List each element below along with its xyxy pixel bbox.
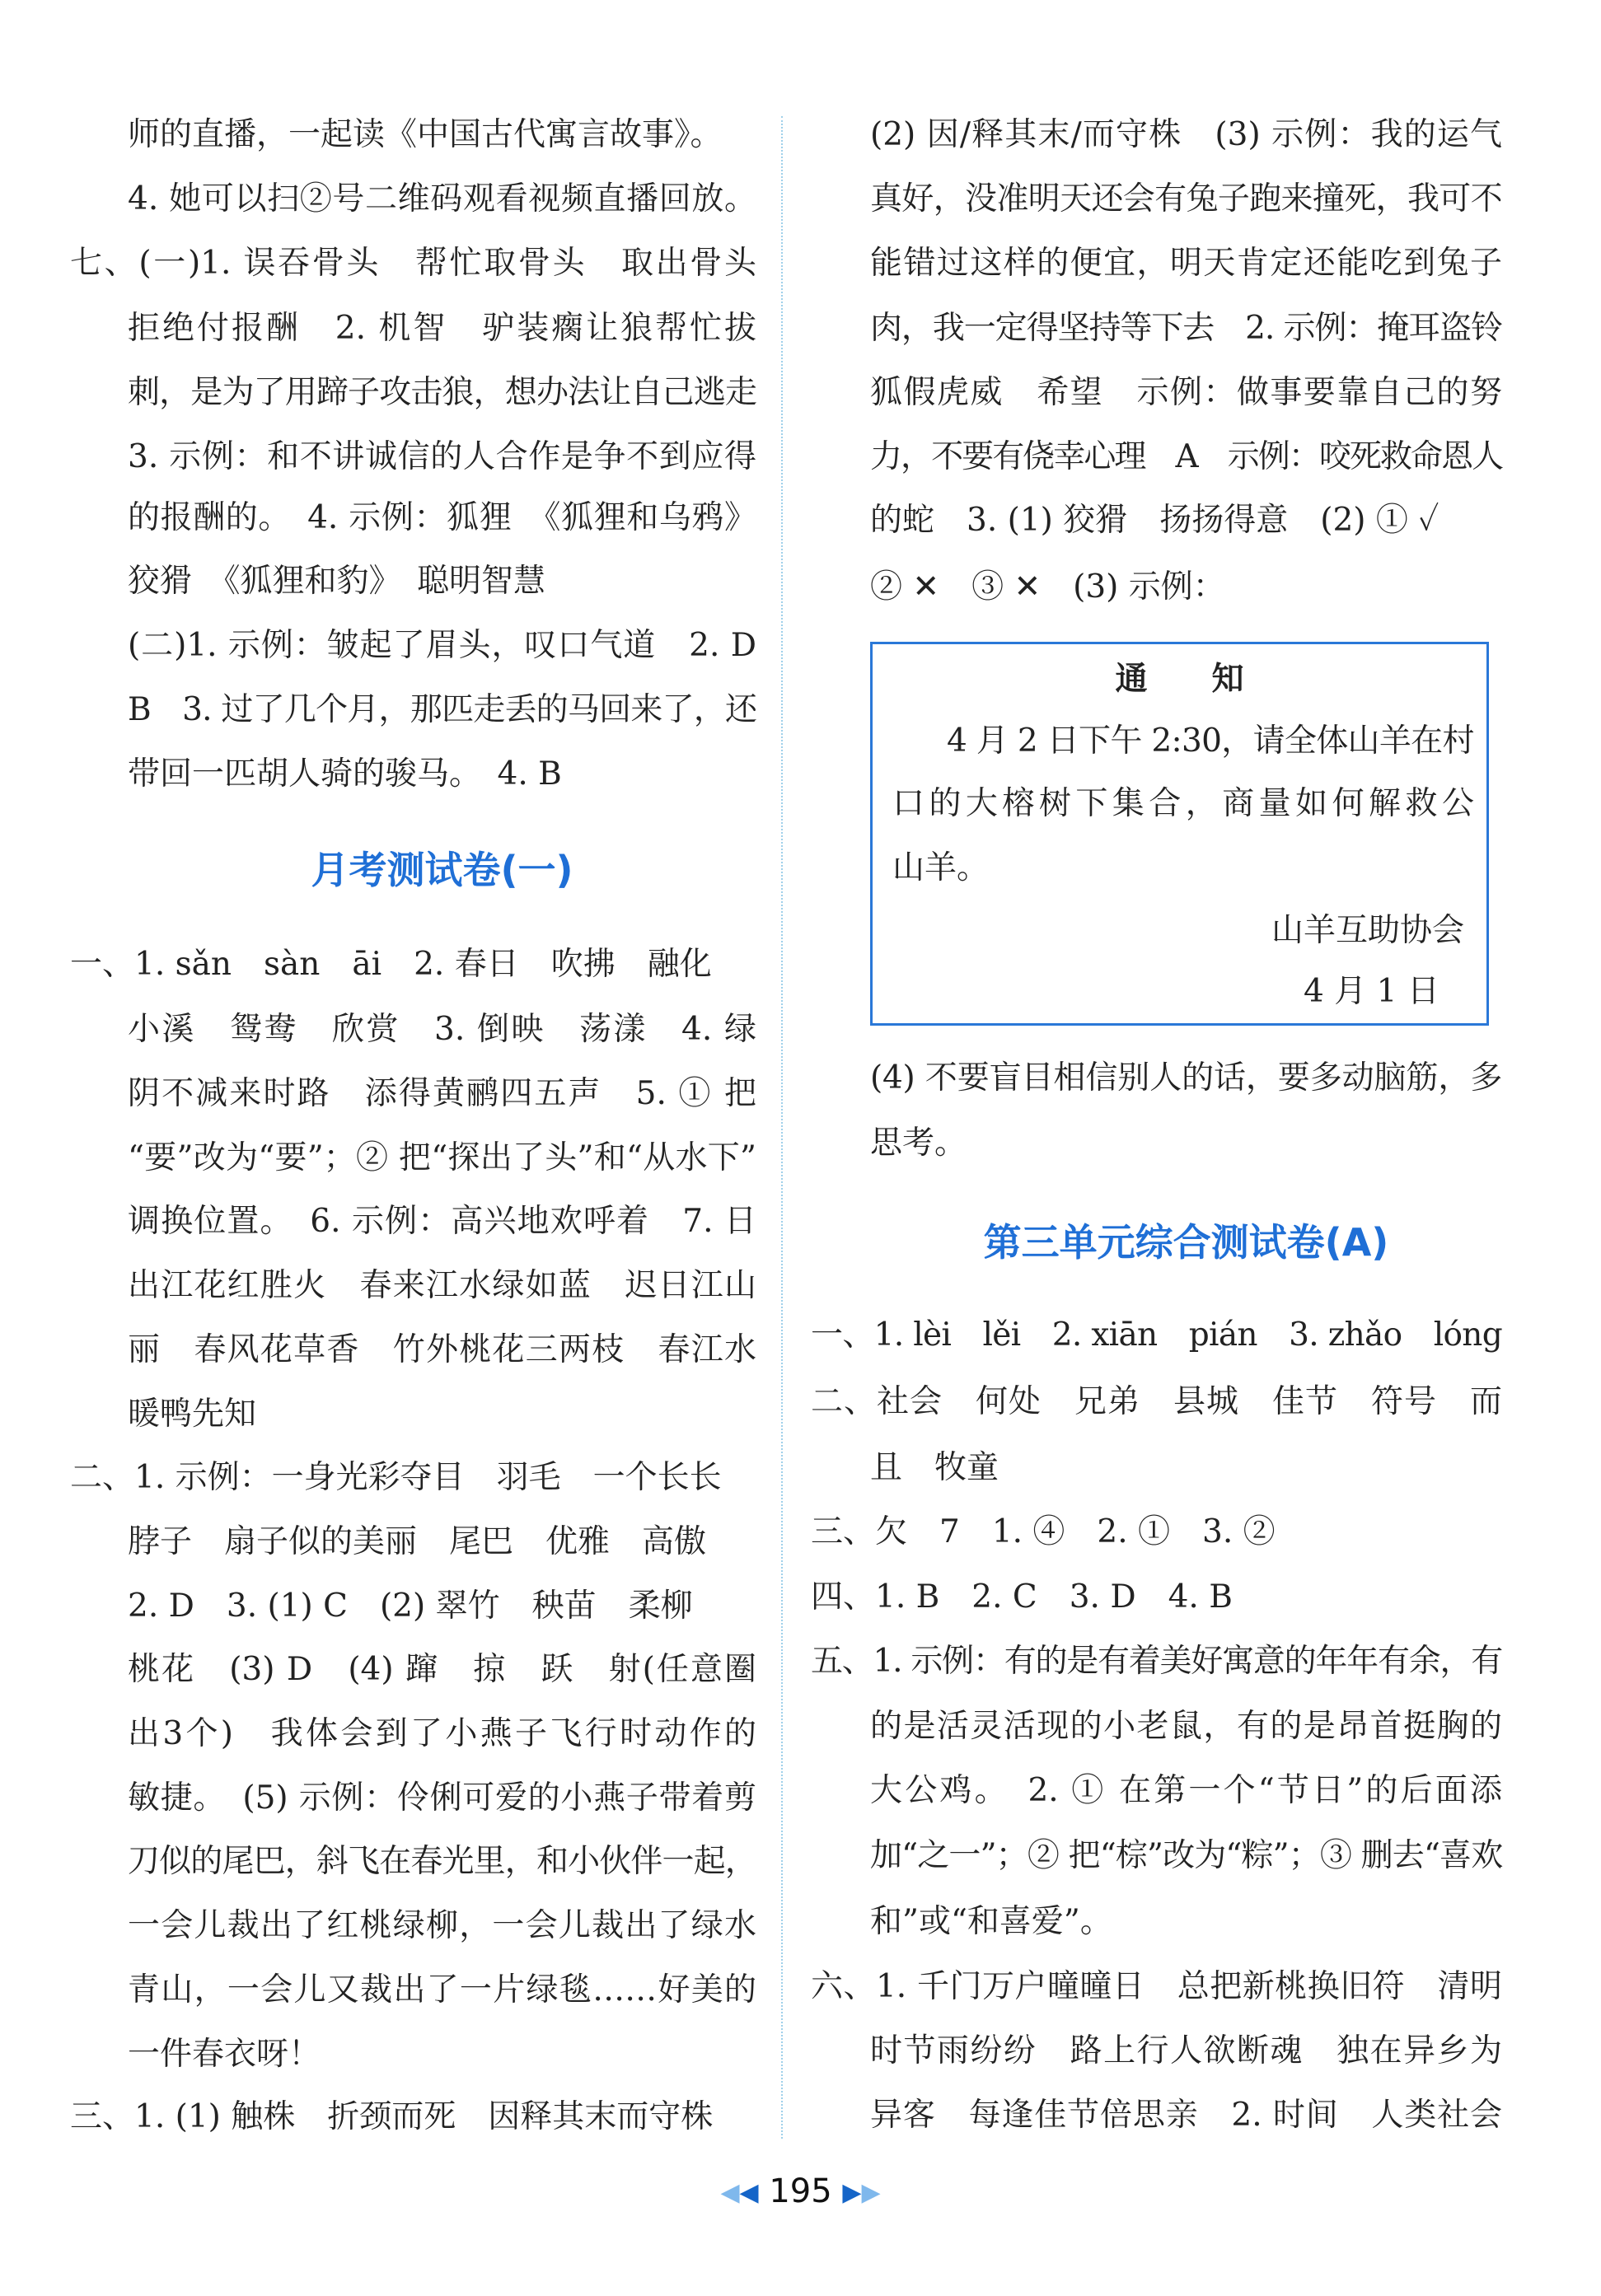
answer-line: 调换位置。 6. 示例：高兴地欢呼着 7. 日 (128, 1203, 756, 1240)
answer-line: 力，不要有侥幸心理 A 示例：咬死救命恩人 (870, 438, 1503, 475)
answer-line: (4) 不要盲目相信别人的话，要多动脑筋，多 (870, 1059, 1502, 1097)
answer-line: 的蛇 3. (1) 狡猾 扬扬得意 (2) ① ✓ (870, 502, 1439, 539)
answer-line: 二、1. 示例：一身光彩夺目 羽毛 一个长长 (70, 1459, 722, 1496)
answer-line: (二)1. 示例：皱起了眉头，叹口气道 2. D (128, 627, 756, 664)
answer-line: 一、1. lèi lěi 2. xiān pián 3. zhǎo lóng (811, 1316, 1502, 1354)
next-arrow-icon: ▶ (842, 2178, 862, 2207)
answer-line: 三、欠 7 1. ④ 2. ① 3. ② (811, 1513, 1276, 1550)
notice-date: 4 月 1 日 (1304, 973, 1439, 1010)
prev-arrow-icon: ◀ (739, 2178, 759, 2207)
answer-line: 2. D 3. (1) C (2) 翠竹 秧苗 柔柳 (128, 1588, 693, 1625)
answer-line: 肉，我一定得坚持等下去 2. 示例：掩耳盗铃 (870, 310, 1502, 347)
answer-line: 一件春衣呀！ (128, 2036, 321, 2073)
page-number: 195 (769, 2172, 832, 2210)
answer-line: 脖子 扇子似的美丽 尾巴 优雅 高傲 (128, 1523, 707, 1560)
answer-line: 五、1. 示例：有的是有着美好寓意的年年有余，有 (811, 1643, 1502, 1680)
answer-line: 大公鸡。 2. ① 在第一个“节日”的后面添 (870, 1772, 1502, 1809)
answer-line: 一、1. sǎn sàn āi 2. 春日 吹拂 融化 (70, 946, 712, 983)
next-arrow-icon: ▶ (861, 2178, 881, 2207)
answer-line: 拒绝付报酬 2. 机智 驴装瘸让狼帮忙拔 (128, 310, 756, 347)
answer-line: 四、1. B 2. C 3. D 4. B (811, 1578, 1233, 1616)
answer-line: 师的直播，一起读《中国古代寓言故事》。 (128, 116, 723, 153)
notice-title: 通 知 (1115, 660, 1244, 698)
notice-signature: 山羊互助协会 (1271, 912, 1465, 949)
answer-line: 青山，一会儿又裁出了一片绿毯……好美的 (128, 1971, 756, 2008)
answer-line: 狐假虎威 希望 示例：做事要靠自己的努 (870, 374, 1502, 411)
answer-line: ② ✕ ③ ✕ (3) 示例： (870, 568, 1225, 606)
answer-line: 的是活灵活现的小老鼠，有的是昂首挺胸的 (870, 1708, 1502, 1745)
answer-line: 小溪 鸳鸯 欣赏 3. 倒映 荡漾 4. 绿 (128, 1011, 756, 1048)
answer-line: 且 牧童 (870, 1449, 999, 1486)
answer-line: 暖鸭先知 (128, 1396, 257, 1433)
answer-line: 七、(一)1. 误吞骨头 帮忙取骨头 取出骨头 (70, 245, 756, 282)
column-divider (781, 116, 783, 2139)
answer-line: 异客 每逢佳节倍思亲 2. 时间 人类社会 (870, 2097, 1502, 2134)
answer-line: 和”或“和喜爱”。 (870, 1903, 1112, 1940)
answer-line: 刀似的尾巴，斜飞在春光里，和小伙伴一起， (128, 1843, 757, 1880)
answer-line: 能错过这样的便宜，明天肯定还能吃到兔子 (870, 245, 1502, 282)
answer-line: “要”改为“要”；② 把“探出了头”和“从水下” (128, 1139, 756, 1176)
answer-line: 出3个) 我体会到了小燕子飞行时动作的 (128, 1715, 756, 1752)
answer-line: 加“之一”；② 把“棕”改为“粽”；③ 删去“喜欢 (870, 1837, 1503, 1874)
answer-line: 时节雨纷纷 路上行人欲断魂 独在异乡为 (870, 2032, 1502, 2069)
prev-arrow-icon: ◀ (720, 2178, 740, 2207)
answer-line: 刺，是为了用蹄子攻击狼，想办法让自己逃走 (128, 374, 757, 411)
answer-line: 敏捷。 (5) 示例：伶俐可爱的小燕子带着剪 (128, 1779, 756, 1817)
answer-line: B 3. 过了几个月，那匹走丢的马回来了，还 (128, 691, 757, 728)
answer-line: 丽 春风花草香 竹外桃花三两枝 春江水 (128, 1331, 756, 1368)
notice-body-line: 口的大榕树下集合，商量如何解救公 (892, 785, 1474, 822)
answer-line: (2) 因/释其末/而守株 (3) 示例：我的运气 (870, 116, 1502, 153)
answer-line: 六、1. 千门万户曈曈日 总把新桃换旧符 清明 (811, 1968, 1502, 2005)
section-title-unit-three-test: 第三单元综合测试卷(A) (983, 1220, 1389, 1265)
answer-line: 3. 示例：和不讲诚信的人合作是争不到应得 (128, 438, 756, 475)
answer-line: 4. 她可以扫②号二维码观看视频直播回放。 (128, 180, 756, 217)
answer-line: 三、1. (1) 触株 折颈而死 因释其末而守株 (70, 2098, 714, 2135)
answer-line: 阴不减来时路 添得黄鹂四五声 5. ① 把 (128, 1075, 756, 1112)
answer-line: 二、社会 何处 兄弟 县城 佳节 符号 而 (811, 1383, 1502, 1420)
notice-body-line: 4 月 2 日下午 2:30，请全体山羊在村 (947, 722, 1474, 760)
page-number-bar (0, 2167, 1601, 2216)
answer-line: 带回一匹胡人骑的骏马。 4. B (128, 755, 562, 793)
answer-line: 狡猾 《狐狸和豹》 聪明智慧 (128, 563, 546, 600)
answer-line: 出江花红胜火 春来江水绿如蓝 迟日江山 (128, 1267, 756, 1304)
notice-box (870, 642, 1489, 1026)
answer-line: 桃花 (3) D (4) 蹿 掠 跃 射(任意圈 (128, 1651, 756, 1688)
answer-line: 思考。 (870, 1125, 967, 1162)
answer-line: 的报酬的。 4. 示例：狐狸 《狐狸和乌鸦》 (128, 499, 756, 536)
answer-line: 一会儿裁出了红桃绿柳，一会儿裁出了绿水 (128, 1907, 756, 1944)
notice-body-line: 山羊。 (892, 849, 990, 886)
section-title-monthly-test: 月考测试卷(一) (311, 848, 573, 892)
answer-line: 真好，没准明天还会有兔子跑来撞死，我可不 (870, 180, 1503, 217)
